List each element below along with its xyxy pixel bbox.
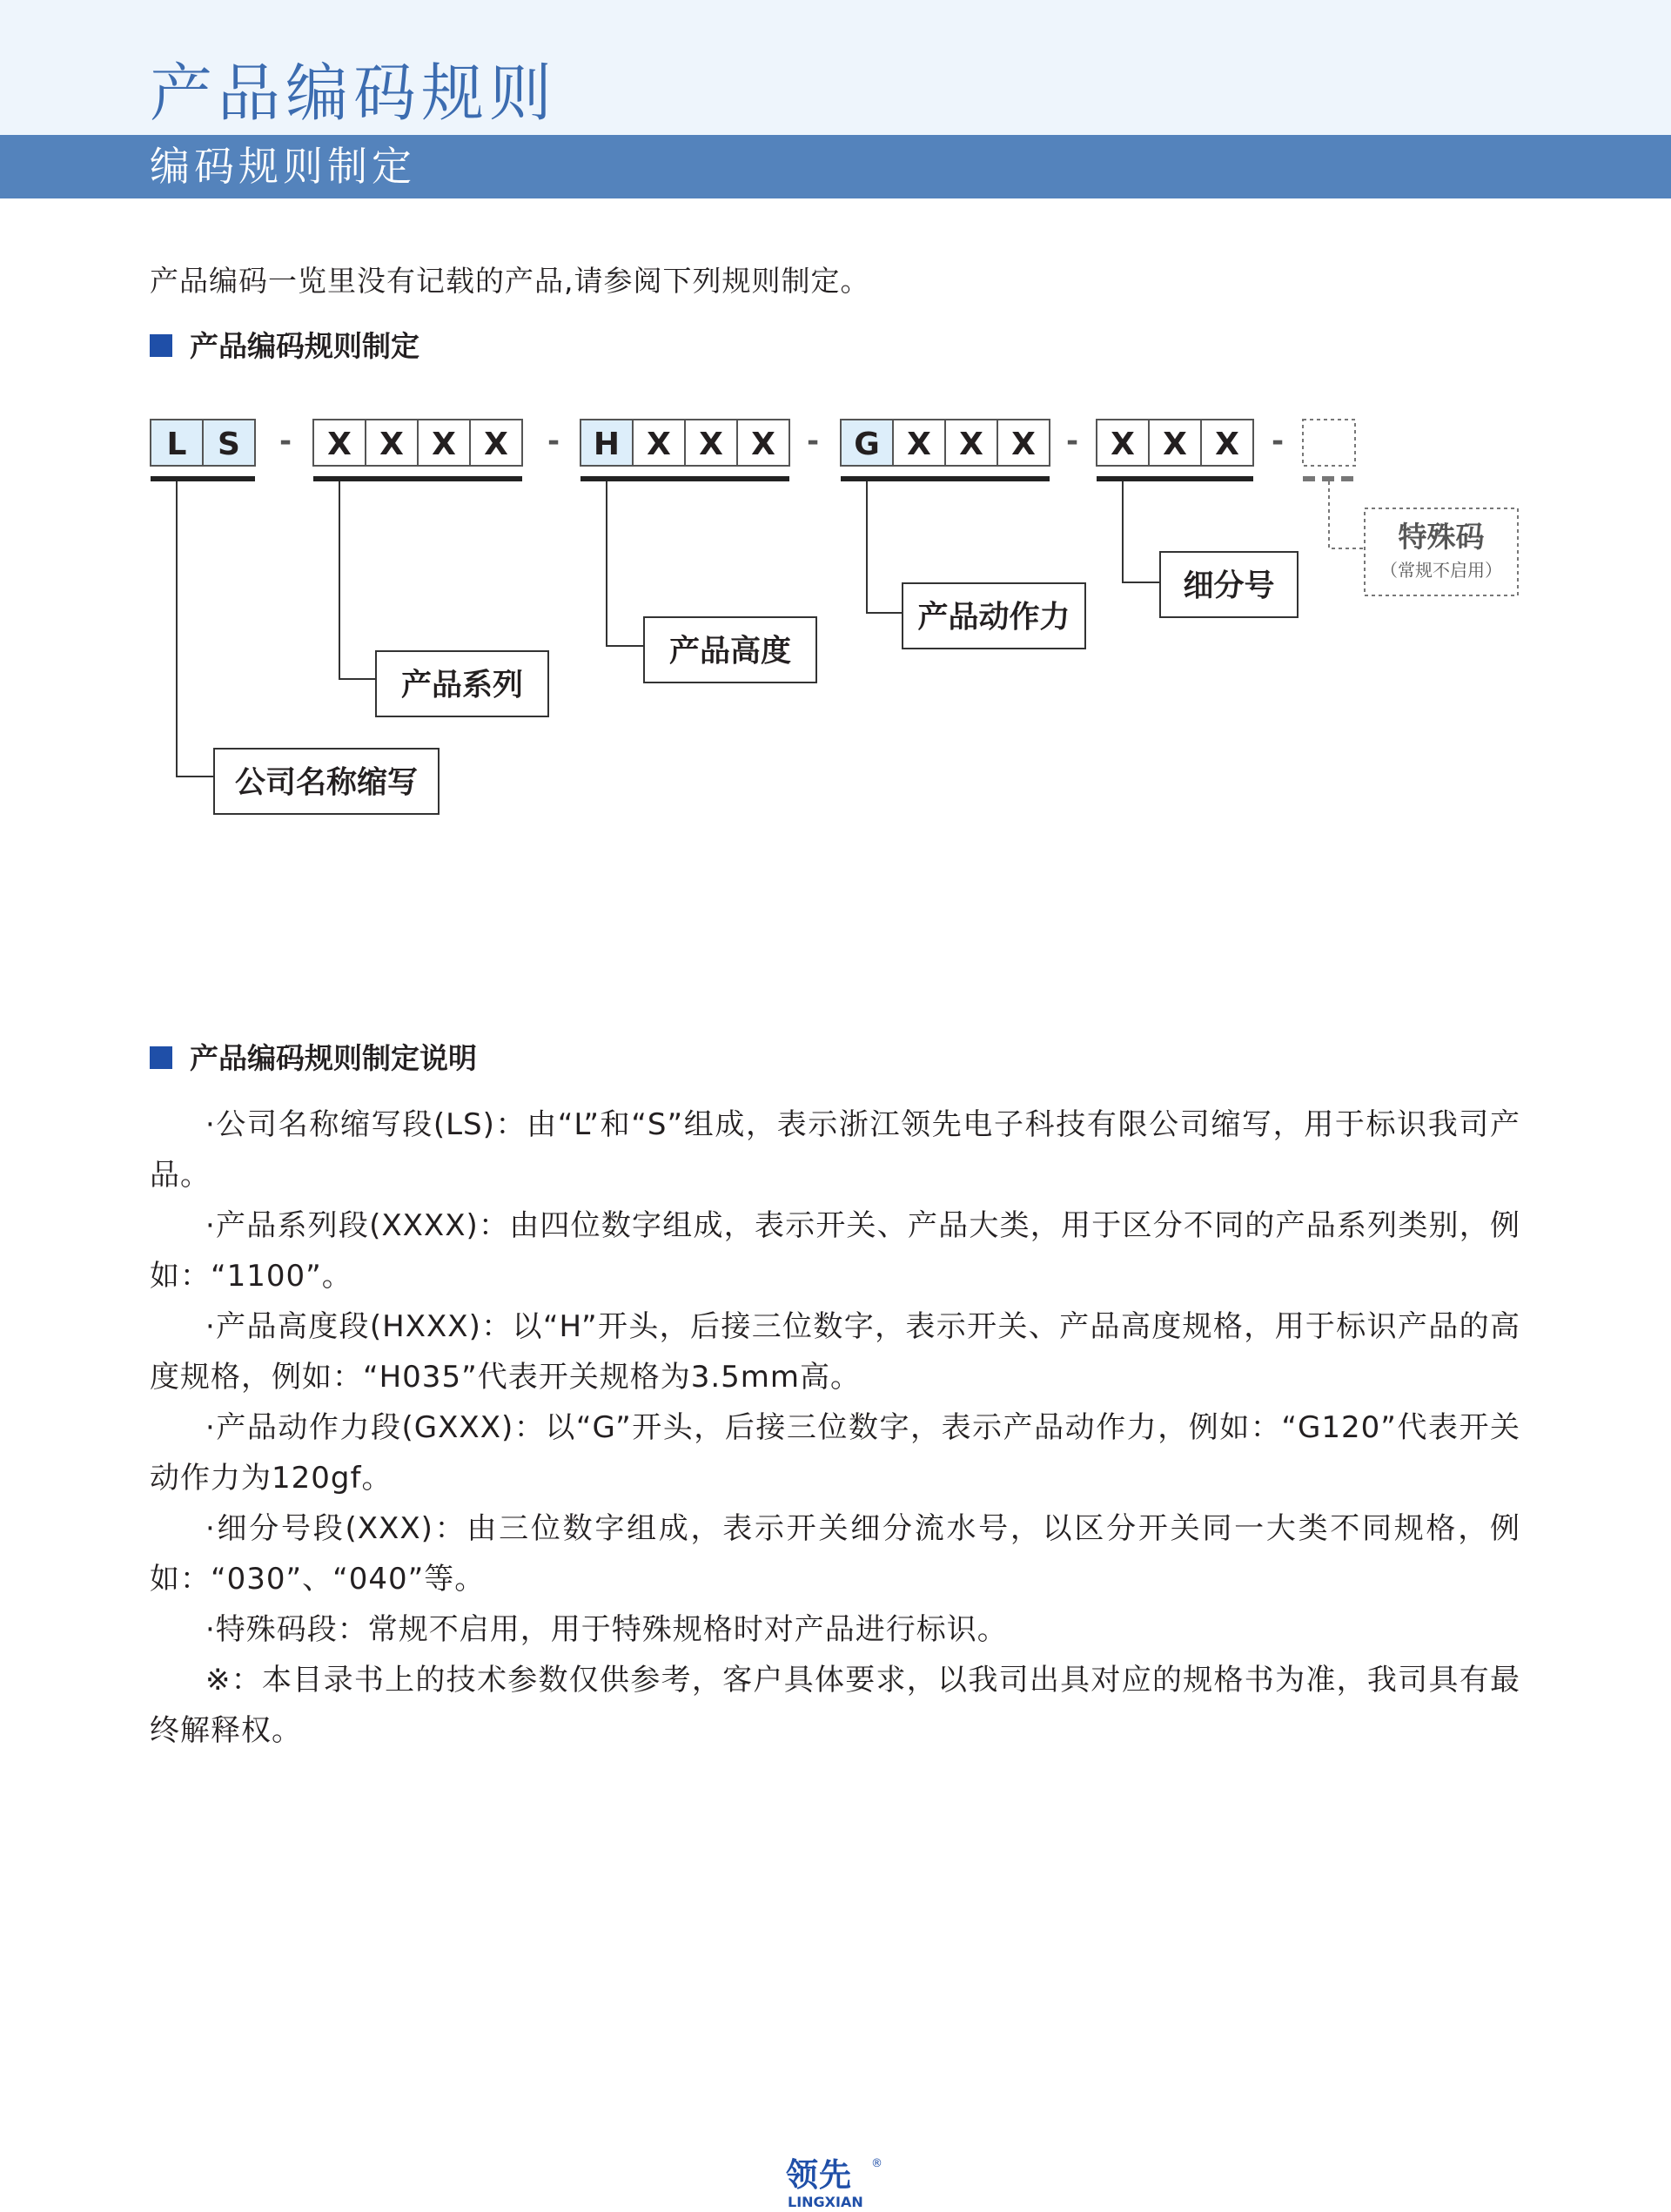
code-char-text: X bbox=[1215, 427, 1239, 462]
code-char-text: X bbox=[327, 427, 352, 462]
code-char-text: X bbox=[379, 427, 404, 462]
explanation-paragraph: ·产品高度段(HXXX)：以“H”开头，后接三位数字，表示开关、产品高度规格，用于标识产品的高度规格，例如：“H035”代表开关规格为3.5mm高。 bbox=[150, 1309, 1520, 1395]
code-char-text: X bbox=[959, 427, 983, 462]
page-subtitle: 编码规则制定 bbox=[150, 143, 416, 190]
code-char-text: X bbox=[699, 427, 723, 462]
separator-dash: - bbox=[806, 424, 820, 459]
code-char-text: L bbox=[166, 427, 187, 462]
section-heading-rules bbox=[150, 326, 419, 366]
code-char-text: X bbox=[647, 427, 671, 462]
segment-label: 细分号 bbox=[1183, 568, 1275, 604]
segment-label: 产品系列 bbox=[400, 668, 524, 703]
code-char-text: X bbox=[907, 427, 931, 462]
segment-connector bbox=[1123, 481, 1160, 582]
bullet-square-icon bbox=[150, 334, 172, 357]
explanation-body bbox=[150, 1099, 1520, 1756]
explanation-paragraph: ·特殊码段：常规不启用，用于特殊规格时对产品进行标识。 bbox=[205, 1612, 1008, 1647]
code-char-text: G bbox=[854, 427, 880, 462]
logo-cn-text: 领先 bbox=[786, 2156, 852, 2194]
segment-label: 公司名称缩写 bbox=[234, 765, 419, 801]
special-code-box bbox=[1303, 420, 1355, 466]
registered-mark: ® bbox=[871, 2157, 882, 2170]
explanation-paragraph: ·细分号段(XXX)：由三位数字组成，表示开关细分流水号，以区分开关同一大类不同规格，例如：“030”、“040”等。 bbox=[150, 1511, 1520, 1597]
explanation-paragraph: ·产品系列段(XXXX)：由四位数字组成，表示开关、产品大类，用于区分不同的产品系列类别，例如：“1100”。 bbox=[150, 1208, 1520, 1294]
segment-label: 产品动作力 bbox=[917, 600, 1070, 635]
segment-connector bbox=[339, 481, 376, 679]
code-char-text: X bbox=[751, 427, 775, 462]
code-char-text: X bbox=[432, 427, 456, 462]
segment-connector bbox=[607, 481, 644, 646]
explanation-paragraph: ·公司名称缩写段(LS)：由“L”和“S”组成，表示浙江领先电子科技有限公司缩写，用于标识我司产品。 bbox=[150, 1107, 1520, 1193]
page-title: 产品编码规则 bbox=[150, 57, 558, 130]
code-char-text: X bbox=[1011, 427, 1036, 462]
code-char-text: X bbox=[484, 427, 508, 462]
code-char-text: X bbox=[1111, 427, 1135, 462]
segment-connector bbox=[867, 481, 903, 613]
intro-text: 产品编码一览里没有记载的产品,请参阅下列规则制定。 bbox=[150, 264, 870, 298]
separator-dash: - bbox=[547, 424, 560, 459]
logo-en-text: LINGXIAN bbox=[788, 2194, 863, 2210]
code-char-text: H bbox=[593, 427, 621, 462]
section-heading-explain bbox=[150, 1039, 477, 1079]
explanation-paragraph: ·产品动作力段(GXXX)：以“G”开头，后接三位数字，表示产品动作力，例如：“G120”代表开关动作力为120gf。 bbox=[150, 1410, 1520, 1496]
code-diagram-svg bbox=[0, 400, 1671, 853]
code-char-text: S bbox=[218, 427, 240, 462]
segment-label: 产品高度 bbox=[668, 634, 792, 669]
code-diagram bbox=[0, 400, 1671, 853]
separator-dash: - bbox=[1271, 424, 1285, 459]
code-char-text: X bbox=[1163, 427, 1187, 462]
separator-dash: - bbox=[278, 424, 292, 459]
company-logo bbox=[786, 2157, 890, 2212]
separator-dash: - bbox=[1065, 424, 1079, 459]
segment-sublabel: （常规不启用） bbox=[1380, 560, 1502, 581]
segment-label: 特殊码 bbox=[1398, 520, 1485, 554]
section-heading-text: 产品编码规则制定 bbox=[190, 329, 419, 363]
section-heading-text: 产品编码规则制定说明 bbox=[190, 1041, 477, 1075]
segment-connector bbox=[1329, 481, 1365, 548]
bullet-square-icon bbox=[150, 1046, 172, 1069]
explanation-paragraph: ※：本目录书上的技术参数仅供参考，客户具体要求，以我司出具对应的规格书为准，我司具有最终解释权。 bbox=[150, 1663, 1520, 1748]
segment-connector bbox=[177, 481, 214, 777]
